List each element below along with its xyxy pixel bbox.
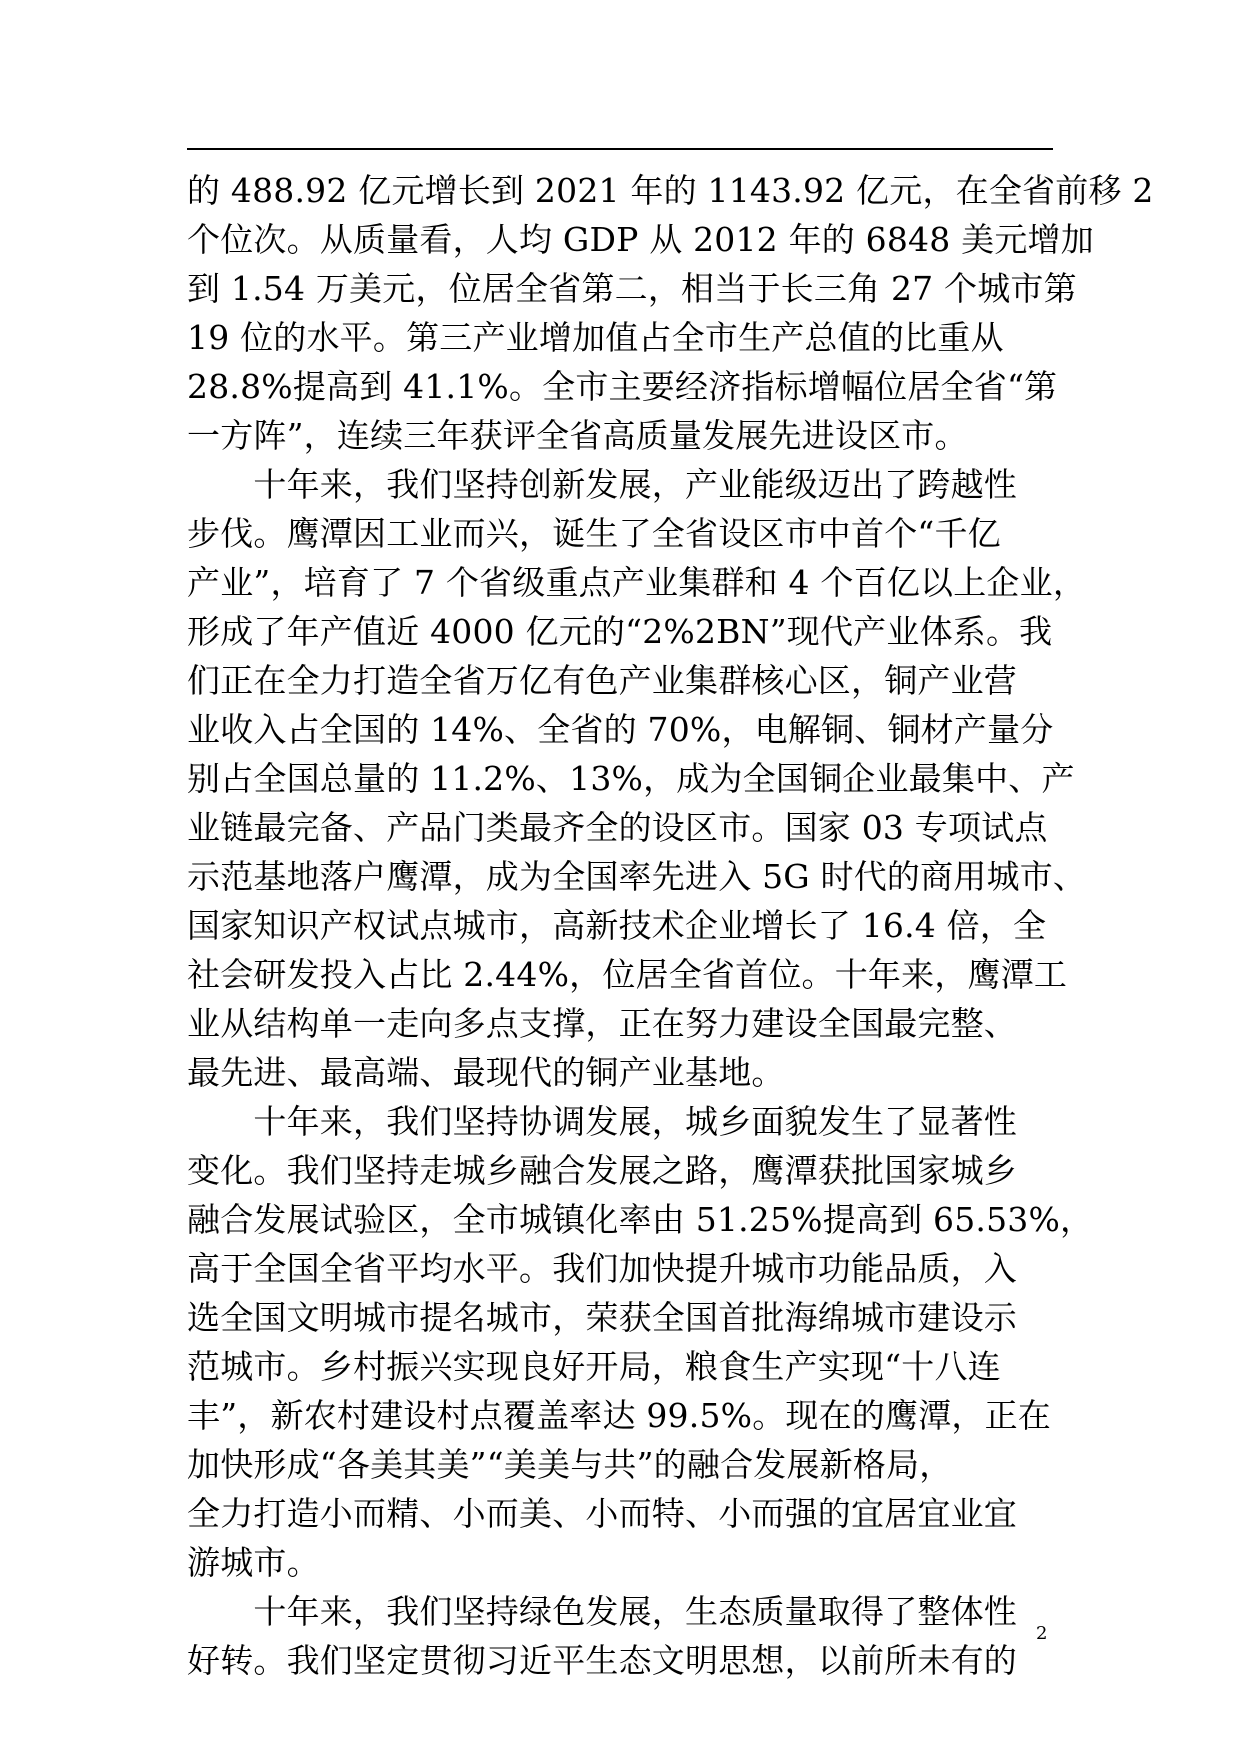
- text-line: 全力打造小而精、小而美、小而特、小而强的宜居宜业宜: [187, 1494, 1017, 1533]
- text-line: 28.8%提高到 41.1%。全市主要经济指标增幅位居全省“第: [187, 367, 1058, 406]
- text-line: 高于全国全省平均水平。我们加快提升城市功能品质，入: [187, 1249, 1017, 1288]
- text-line: 选全国文明城市提名城市，荣获全国首批海绵城市建设示: [187, 1298, 1017, 1337]
- text-line: 社会研发投入占比 2.44%，位居全省首位。十年来，鹰潭工: [187, 955, 1068, 994]
- page-number: 2: [1036, 1623, 1048, 1644]
- text-line: 好转。我们坚定贯彻习近平生态文明思想，以前所未有的: [187, 1641, 1017, 1680]
- text-line: 业链最完备、产品门类最齐全的设区市。国家 03 专项试点: [187, 808, 1048, 847]
- text-line: 到 1.54 万美元，位居全省第二，相当于长三角 27 个城市第: [187, 269, 1077, 308]
- text-line: 融合发展试验区，全市城镇化率由 51.25%提高到 65.53%，: [187, 1200, 1094, 1239]
- text-line: 一方阵”，连续三年获评全省高质量发展先进设区市。: [187, 416, 968, 455]
- text-line: 业收入占全国的 14%、全省的 70%，电解铜、铜材产量分: [187, 710, 1054, 749]
- text-line: 最先进、最高端、最现代的铜产业基地。: [187, 1053, 785, 1092]
- text-line: 的 488.92 亿元增长到 2021 年的 1143.92 亿元，在全省前移 2: [187, 171, 1154, 210]
- text-line: 们正在全力打造全省万亿有色产业集群核心区，铜产业营: [187, 661, 1017, 700]
- text-line: 19 位的水平。第三产业增加值占全市生产总值的比重从: [187, 318, 1004, 357]
- text-line: 十年来，我们坚持绿色发展，生态质量取得了整体性: [187, 1592, 1017, 1631]
- body-text: [187, 166, 1154, 1685]
- text-line: 游城市。: [187, 1543, 320, 1582]
- text-line: 国家知识产权试点城市，高新技术企业增长了 16.4 倍，全: [187, 906, 1047, 945]
- text-line: 步伐。鹰潭因工业而兴，诞生了全省设区市中首个“千亿: [187, 514, 1001, 553]
- text-line: 产业”，培育了 7 个省级重点产业集群和 4 个百亿以上企业，: [187, 563, 1087, 602]
- text-line: 个位次。从质量看，人均 GDP 从 2012 年的 6848 美元增加: [187, 220, 1094, 259]
- text-line: 丰”，新农村建设村点覆盖率达 99.5%。现在的鹰潭，正在: [187, 1396, 1051, 1435]
- text-line: 变化。我们坚持走城乡融合发展之路，鹰潭获批国家城乡: [187, 1151, 1017, 1190]
- text-line: 形成了年产值近 4000 亿元的“2%2BN”现代产业体系。我: [187, 612, 1053, 651]
- text-line: 十年来，我们坚持创新发展，产业能级迈出了跨越性: [187, 465, 1017, 504]
- text-line: 示范基地落户鹰潭，成为全国率先进入 5G 时代的商用城市、: [187, 857, 1087, 896]
- header-rule: [187, 148, 1053, 150]
- text-line: 业从结构单一走向多点支撑，正在努力建设全国最完整、: [187, 1004, 1017, 1043]
- text-line: 别占全国总量的 11.2%、13%，成为全国铜企业最集中、产: [187, 759, 1075, 798]
- text-line: 十年来，我们坚持协调发展，城乡面貌发生了显著性: [187, 1102, 1017, 1141]
- text-line: 范城市。乡村振兴实现良好开局，粮食生产实现“十八连: [187, 1347, 1001, 1386]
- text-line: 加快形成“各美其美”“美美与共”的融合发展新格局，: [187, 1445, 953, 1484]
